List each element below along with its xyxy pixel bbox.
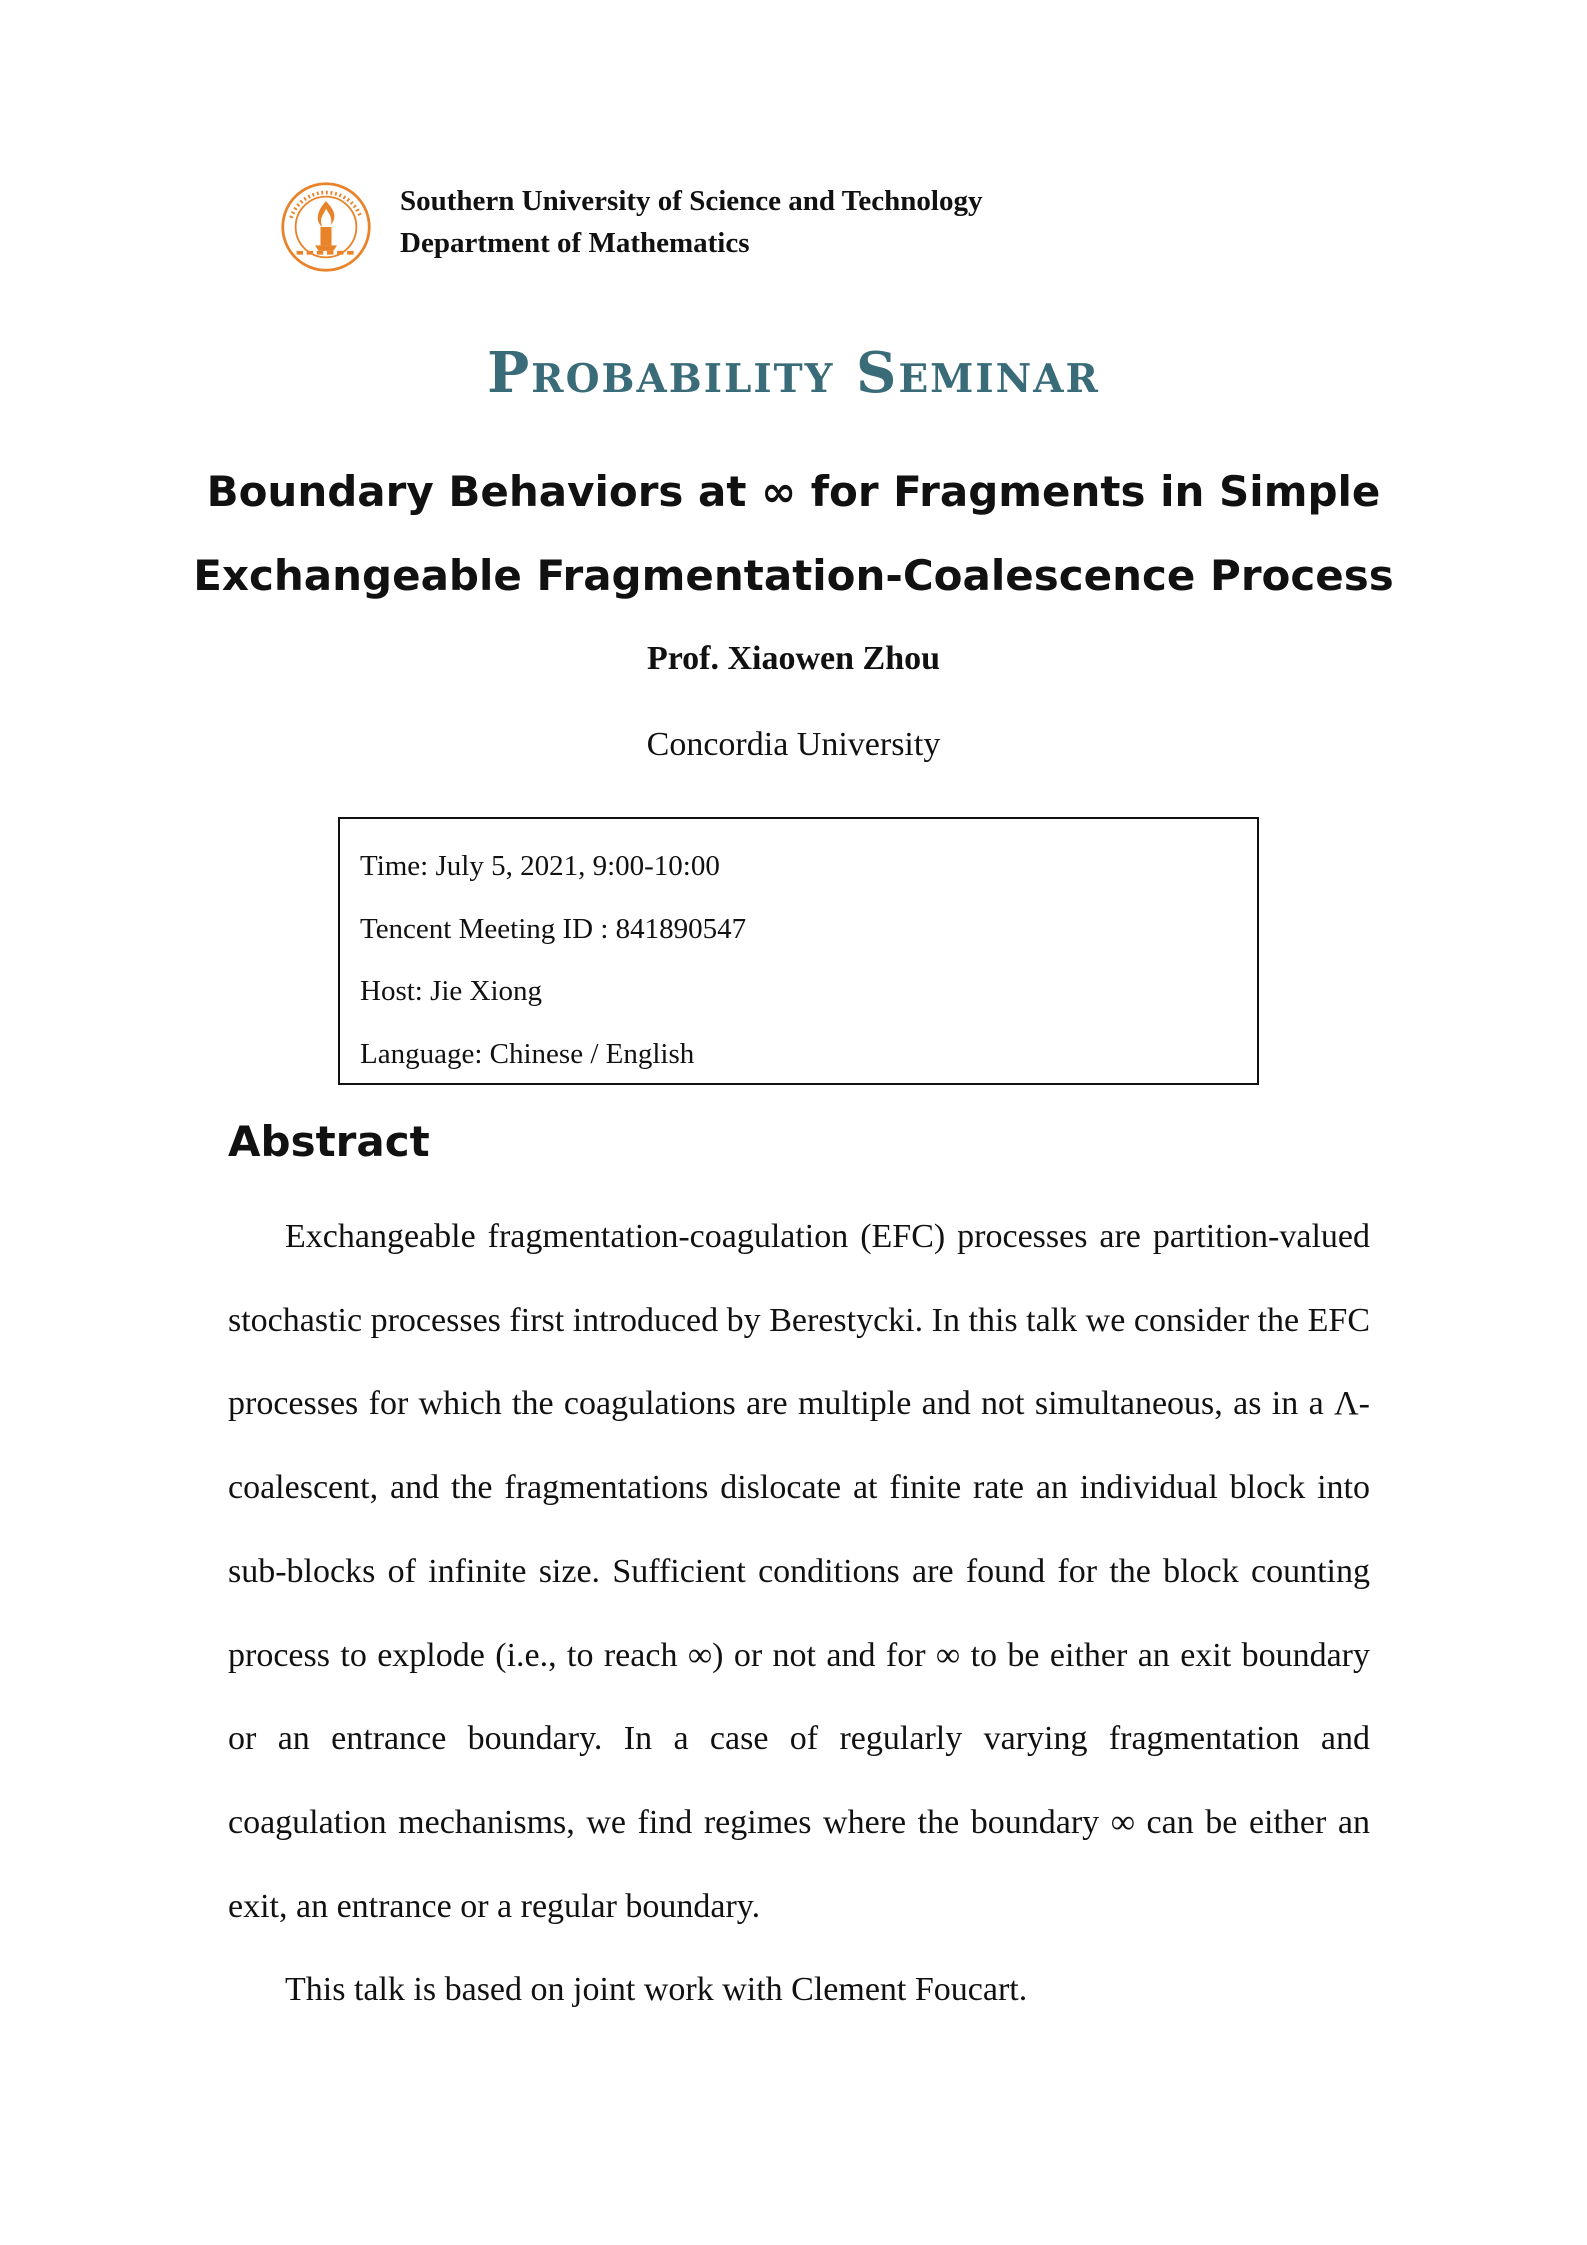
info-language: Language: Chinese / English [360,1037,695,1070]
talk-title [180,450,1407,618]
abstract-body [228,1195,1370,2032]
abstract-paragraph-2: This talk is based on joint work with Clement Foucart. [285,1971,1028,2009]
talk-title-line1: Boundary Behaviors at ∞ for Fragments in Simple [206,467,1381,516]
department-name: Department of Mathematics [400,227,750,259]
header-text [400,180,982,264]
info-host: Host: Jie Xiong [360,975,543,1007]
abstract-paragraph-1: Exchangeable fragmentation-coagulation (EFC) processes are partition-valued stochastic processes first introduced by Berestycki. In this talk we consider the EFC processes for which the coagulations are multiple and not simultaneous, as in a Λ-coalescent, and the fragmentations dislocate at finite rate an individual block into sub-blocks of infinite size. Sufficient conditions are found for the block counting process to explode (i.e., to reach ∞) or not and for ∞ to be either an exit boundary or an entrance boundary. In a case of regularly varying fragmentation and coagulation mechanisms, we find regimes where the boundary ∞ can be either an exit, an entrance or a regular boundary. [228,1218,1370,1925]
speaker-name: Prof. Xiaowen Zhou [646,640,941,677]
university-name: Southern University of Science and Technology [400,185,983,217]
seminar-title: Probability Seminar [487,340,1100,406]
info-time: Time: July 5, 2021, 9:00-10:00 [360,850,720,882]
info-box [338,817,1259,1085]
info-meeting-id: Tencent Meeting ID : 841890547 [360,912,747,945]
talk-title-line2: Exchangeable Fragmentation-Coalescence Process [193,551,1394,600]
speaker-affiliation: Concordia University [646,726,941,763]
header [280,176,1180,286]
university-logo [280,181,372,273]
abstract-heading: Abstract [228,1117,430,1166]
